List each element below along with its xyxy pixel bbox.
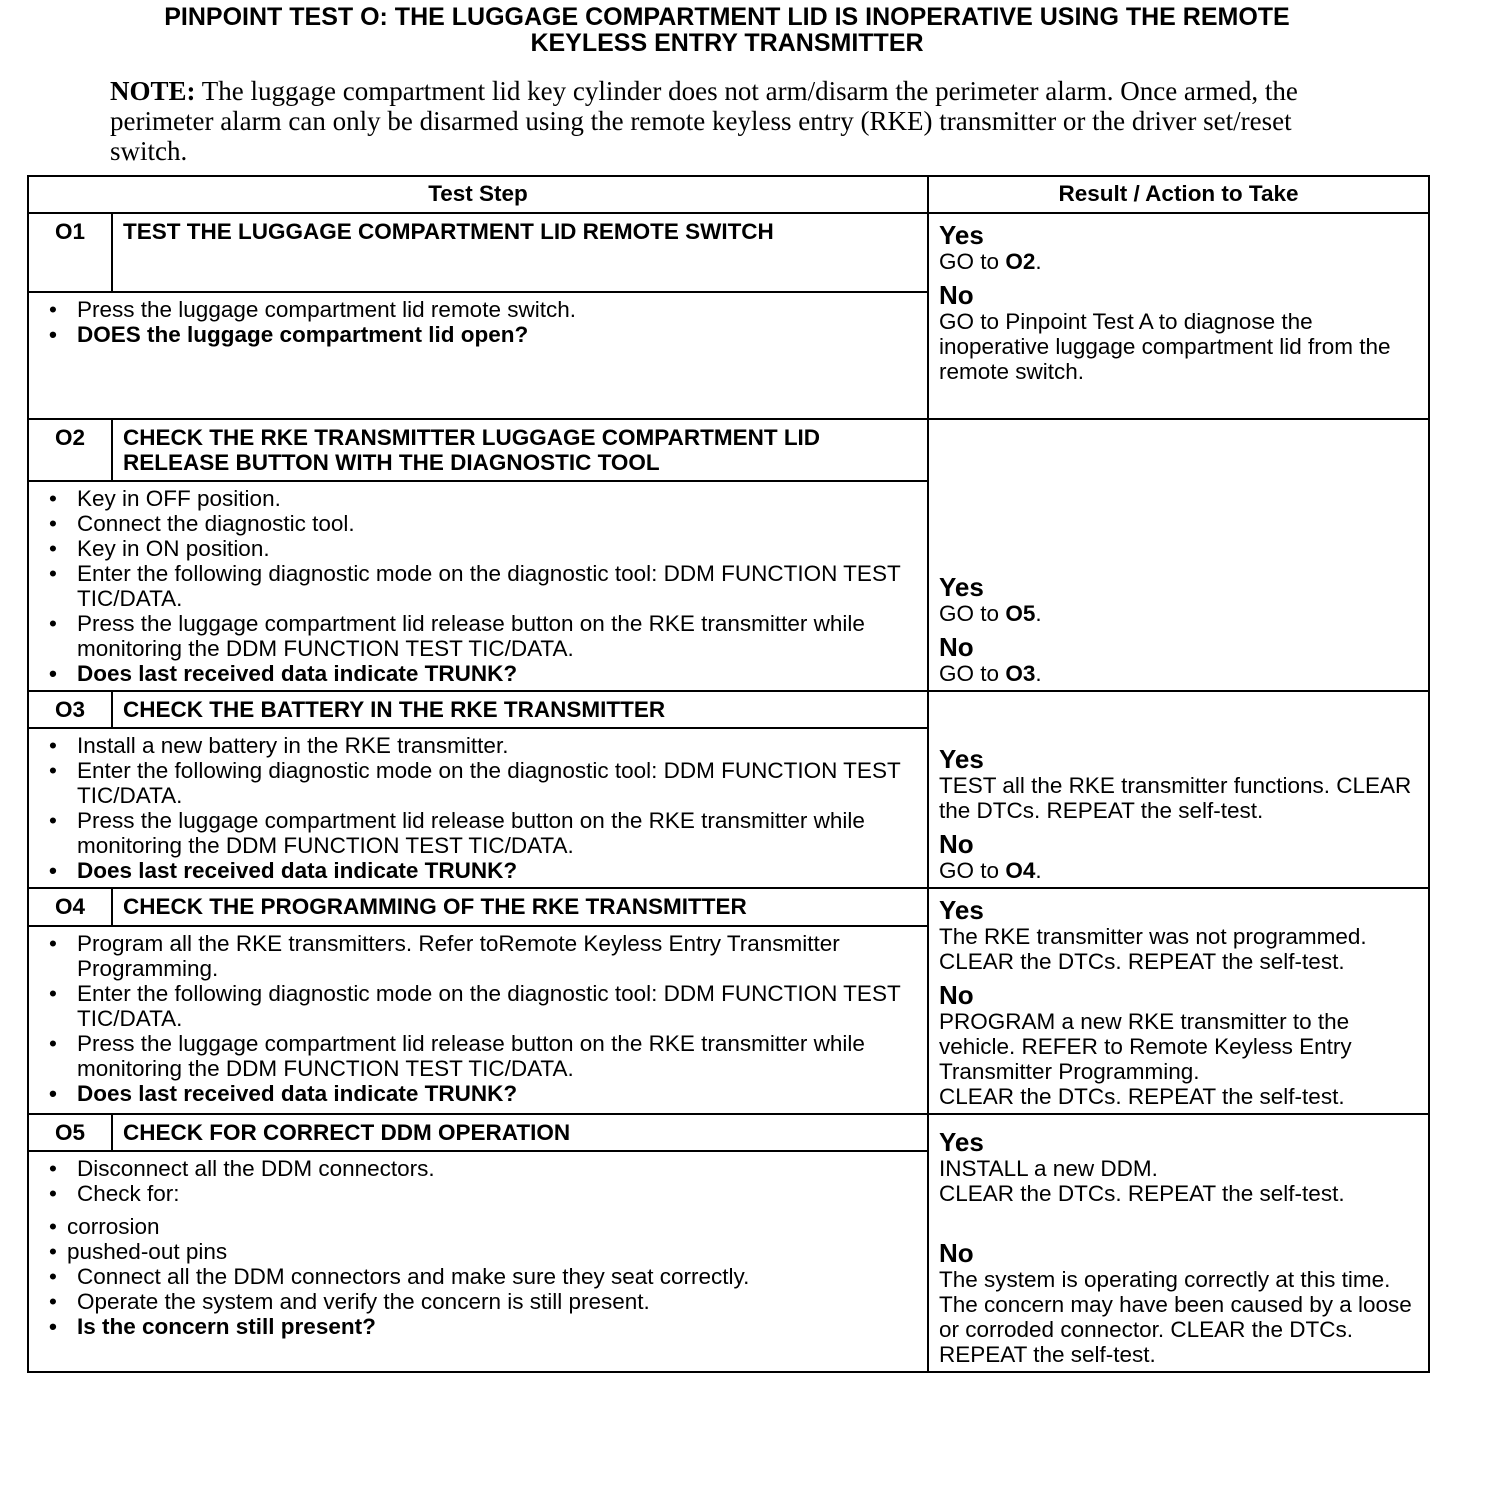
step-title-row-o5: [28, 1114, 1429, 1151]
step-id-o1: O1: [28, 213, 112, 292]
step-title-o3: CHECK THE BATTERY IN THE RKE TRANSMITTER: [112, 691, 928, 728]
step-title-o1: TEST THE LUGGAGE COMPARTMENT LID REMOTE SWITCH: [112, 213, 928, 292]
step-body-o4: [28, 926, 928, 1114]
no-label: No: [939, 280, 974, 310]
yes-action-2: CLEAR the DTCs. REPEAT the self-test.: [939, 1181, 1345, 1206]
list-item: • Press the luggage compartment lid release button on the RKE transmitter while monitoring the DDM FUNCTION TEST TIC/DATA.: [49, 611, 865, 661]
list-item: • Disconnect all the DDM connectors.: [49, 1156, 435, 1181]
list-item: • Connect the diagnostic tool.: [49, 511, 355, 536]
no-label: No: [939, 1238, 974, 1268]
result-cell-o5: [928, 1114, 1429, 1372]
result-cell-o2: [928, 419, 1429, 691]
note-text: The luggage compartment lid key cylinder does not arm/disarm the perimeter alarm. Once armed, the perimeter alarm can only be disarmed using the remote keyless entry (RKE) transmitter or the driver set/reset switch.: [110, 76, 1298, 166]
list-item: • Press the luggage compartment lid release button on the RKE transmitter while monitoring the DDM FUNCTION TEST TIC/DATA.: [49, 808, 865, 858]
step-id-o3: O3: [28, 691, 112, 728]
sub-list-item: • pushed-out pins: [49, 1239, 228, 1264]
list-item: • Press the luggage compartment lid remote switch.: [49, 296, 576, 322]
step-id-o5: O5: [28, 1114, 112, 1151]
sub-list-item: • corrosion: [49, 1214, 160, 1239]
list-item: • DOES the luggage compartment lid open?: [49, 321, 529, 347]
step-body-o2: [28, 481, 928, 691]
step-id-o2: O2: [28, 419, 112, 481]
list-item: • Does last received data indicate TRUNK?: [49, 1080, 518, 1106]
list-item: • Program all the RKE transmitters. Refer toRemote Keyless Entry Transmitter Programming.: [49, 930, 840, 981]
no-label: No: [939, 980, 974, 1010]
no-action-2: CLEAR the DTCs. REPEAT the self-test.: [939, 1084, 1345, 1109]
title-line-2: KEYLESS ENTRY TRANSMITTER: [530, 29, 924, 57]
list-item: • Enter the following diagnostic mode on the diagnostic tool: DDM FUNCTION TEST TIC/DATA.: [49, 561, 901, 611]
list-item: • Connect all the DDM connectors and make sure they seat correctly.: [49, 1264, 750, 1289]
step-title-row-o1: [28, 213, 1429, 292]
no-label: No: [939, 632, 974, 662]
yes-action: GO to O5.: [939, 601, 1042, 626]
step-body-o1: [28, 292, 928, 419]
yes-label: Yes: [939, 572, 984, 602]
table-header-row: [28, 176, 1429, 213]
no-label: No: [939, 829, 974, 859]
list-item: • Enter the following diagnostic mode on the diagnostic tool: DDM FUNCTION TEST TIC/DATA.: [49, 980, 901, 1031]
step-body-o5: [28, 1151, 928, 1372]
yes-label: Yes: [939, 220, 984, 250]
list-item: • Enter the following diagnostic mode on the diagnostic tool: DDM FUNCTION TEST TIC/DATA.: [49, 758, 901, 808]
no-action: GO to O4.: [939, 858, 1042, 883]
step-title-o4: CHECK THE PROGRAMMING OF THE RKE TRANSMITTER: [112, 888, 928, 926]
step-reference: O2: [1005, 249, 1036, 274]
result-cell-o1: [928, 213, 1429, 419]
yes-label: Yes: [939, 895, 984, 925]
yes-action: GO to O2.: [939, 249, 1042, 274]
step-title-row-o2: [28, 419, 1429, 481]
list-item: • Is the concern still present?: [49, 1314, 376, 1339]
list-item: • Key in OFF position.: [49, 486, 281, 511]
no-action: GO to O3.: [939, 661, 1042, 686]
list-item: • Key in ON position.: [49, 536, 270, 561]
list-item: • Does last received data indicate TRUNK?: [49, 858, 518, 883]
yes-action: TEST all the RKE transmitter functions. CLEAR the DTCs. REPEAT the self-test.: [939, 773, 1412, 823]
yes-action: INSTALL a new DDM.: [939, 1156, 1158, 1181]
col-header-test-step: Test Step: [28, 176, 928, 213]
no-action: GO to Pinpoint Test A to diagnose the inoperative luggage compartment lid from the remote switch.: [939, 309, 1391, 384]
result-cell-o4: [928, 888, 1429, 1114]
note-paragraph: [110, 76, 1350, 166]
step-title-o5: CHECK FOR CORRECT DDM OPERATION: [112, 1114, 928, 1151]
step-body-o3: [28, 728, 928, 888]
list-item: • Check for: • corrosion • pushed-out pins: [49, 1181, 919, 1264]
col-header-result: Result / Action to Take: [928, 176, 1429, 213]
step-title-row-o3: [28, 691, 1429, 728]
list-item: • Install a new battery in the RKE transmitter.: [49, 733, 509, 758]
step-title-o2: CHECK THE RKE TRANSMITTER LUGGAGE COMPARTMENT LID RELEASE BUTTON WITH THE DIAGNOSTIC TOOL: [112, 419, 928, 481]
list-item: • Operate the system and verify the concern is still present.: [49, 1289, 650, 1314]
step-reference: O4: [1005, 858, 1036, 883]
step-id-o4: O4: [28, 888, 112, 926]
title-line-1: PINPOINT TEST O: THE LUGGAGE COMPARTMENT LID IS INOPERATIVE USING THE REMOTE: [164, 3, 1290, 31]
no-action: PROGRAM a new RKE transmitter to the vehicle. REFER to Remote Keyless Entry Transmitter Programming.: [939, 1009, 1352, 1084]
list-item: • Press the luggage compartment lid release button on the RKE transmitter while monitoring the DDM FUNCTION TEST TIC/DATA.: [49, 1030, 865, 1081]
pinpoint-test-table: [27, 175, 1430, 1373]
step-reference: O3: [1005, 661, 1036, 686]
result-cell-o3: [928, 691, 1429, 888]
note-label: NOTE:: [110, 76, 196, 106]
yes-action: The RKE transmitter was not programmed. CLEAR the DTCs. REPEAT the self-test.: [939, 924, 1367, 974]
list-item: • Does last received data indicate TRUNK?: [49, 661, 518, 686]
no-action: The system is operating correctly at this time. The concern may have been caused by a loose or corroded connector. CLEAR the DTCs. REPEAT the self-test.: [939, 1267, 1412, 1367]
sub-list: [49, 1214, 919, 1264]
yes-label: Yes: [939, 744, 984, 774]
page-title: [0, 4, 1454, 56]
step-reference: O5: [1005, 601, 1036, 626]
step-title-row-o4: [28, 888, 1429, 926]
yes-label: Yes: [939, 1127, 984, 1157]
